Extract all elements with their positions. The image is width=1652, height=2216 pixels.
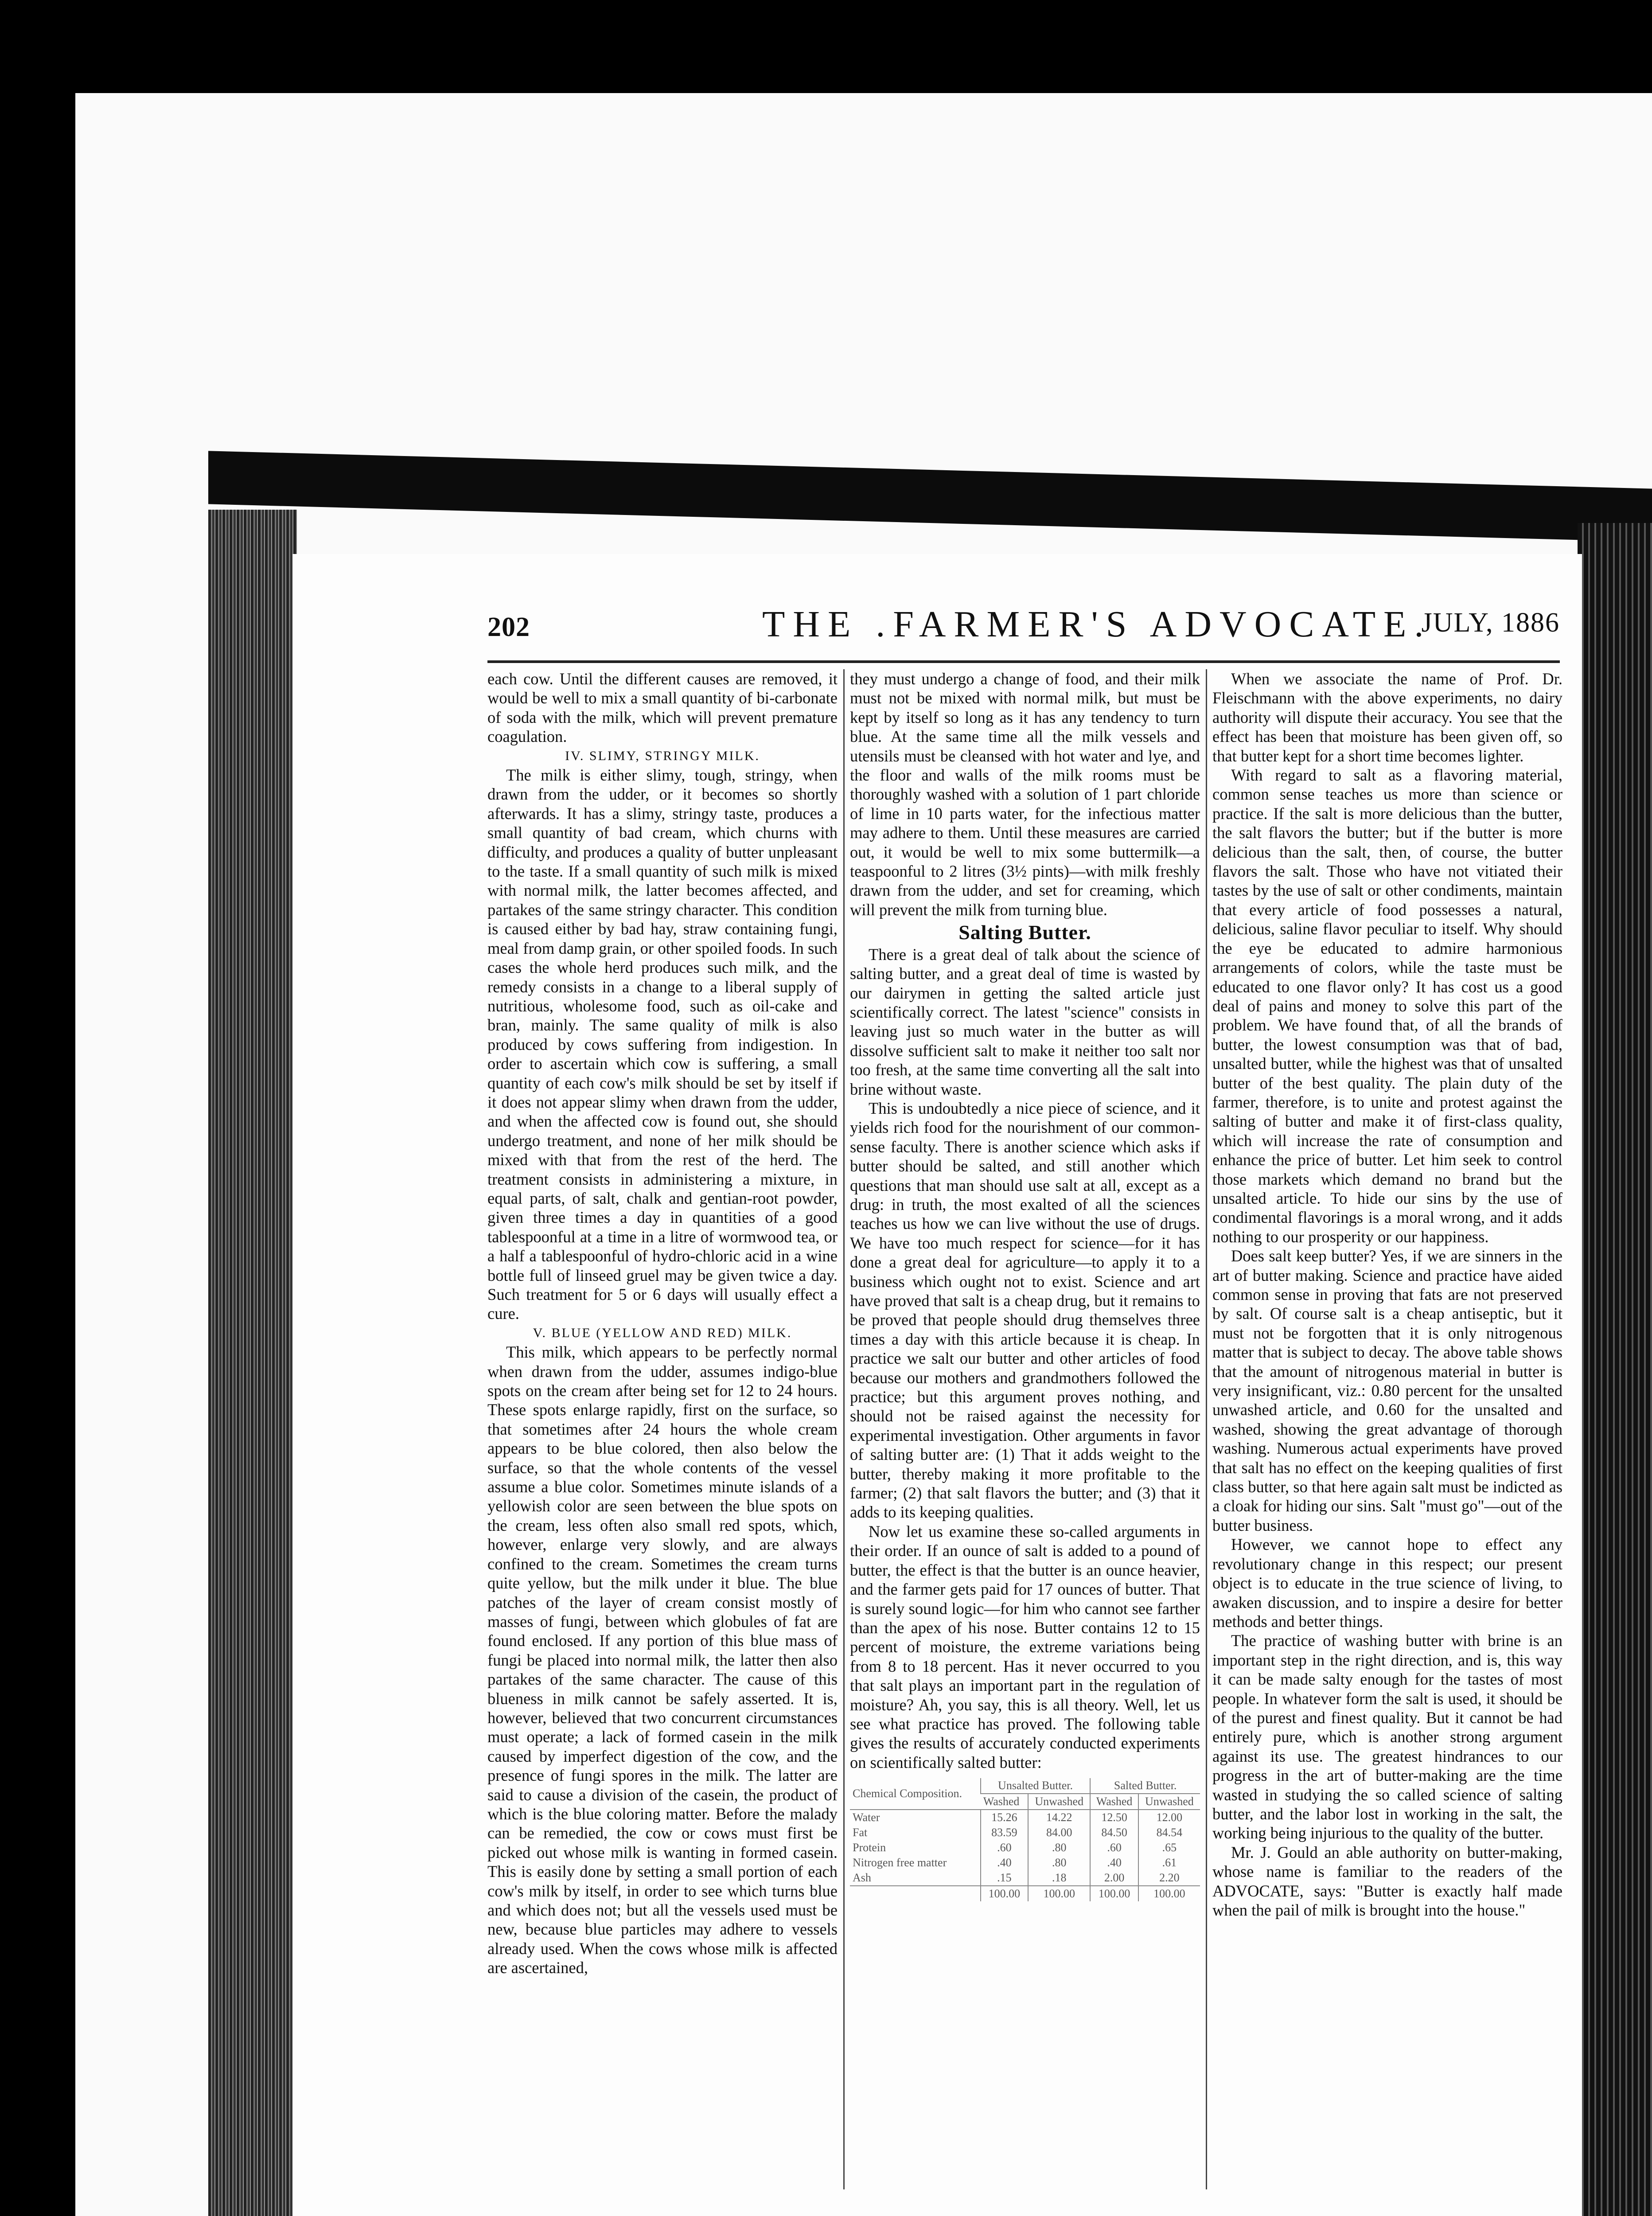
cell: .40: [981, 1855, 1028, 1870]
page-number: 202: [487, 612, 530, 642]
total-cell: 100.00: [1138, 1886, 1200, 1901]
cell: .15: [981, 1870, 1028, 1886]
paragraph: Now let us examine these so-called arguments in their order. If an ounce of salt is added to a pound of butter, the effect is that the butter is an ounce heavier, and the farmer gets paid for 17 ounces of butter. That is surely sound logic—for him who cannot see farther than the apex of his nose. Butter contains 12 to 15 percent of moisture, the extreme variations being from 8 to 18 percent. Has it never occurred to you that salt plays an important part in the regulation of moisture? Ah, you say, this is all theory. Well, let us see what practice has proved. The following table gives the results of accurately conducted experiments on scientifically salted butter:: [850, 1522, 1200, 1771]
paragraph: The milk is either slimy, tough, stringy, when drawn from the udder, or it becomes so shortly afterwards. It has a slimy, stringy taste, produces a small quantity of bad cream, which churns with difficulty, and produces a quality of butter unpleasant to the taste. If a small quantity of such milk is mixed with normal milk, the latter becomes affected, and partakes of the same stringy character. This condition is caused either by bad hay, straw containing fungi, meal from damp grain, or other spoiled foods. In such cases the whole herd produces such milk, and the remedy consists in a change to a liberal supply of nutritious, wholesome food, such as oil-cake and bran, mainly. The same quality of milk is also produced by cows suffering from indigestion. In order to ascertain which cow is suffering, a small quantity of each cow's milk should be set by itself if it does not appear slimy when drawn from the udder, and when the affected cow is found out, she should undergo treatment, and none of her milk should be mixed with that from the rest of the herd. The treatment consists in administering a mixture, in equal parts, of salt, chalk and gentian-root powder, given three times a day in quantities of a good tablespoonful at a time in a litre of wormwood tea, or a half a tablespoonful of hydro-chloric acid in a wine bottle full of linseed gruel may be given twice a day. Such treatment for 5 or 6 days will usually effect a cure.: [487, 766, 838, 1323]
book-page-edges-left: [208, 510, 297, 2216]
paragraph: With regard to salt as a flavoring material, common sense teaches us more than science or practice. If the salt is more delicious than the butter, the salt flavors the butter; but if the butter is more delicious than the salt, then, of course, the butter flavors the salt. Those who have not vitiated their tastes by the use of salt or other condiments, maintain that every article of food possesses a natural, delicious, saline flavor peculiar to itself. Why should the eye be educated to admire harmonious arrangements of colors, while the taste must be educated to one flavor only? It has cost us a good deal of pains and money to solve this part of the problem. We have found that, of all the brands of butter, the lowest consumption was that of bad, unsalted butter, while the highest was that of unsalted butter of the best quality. The plain duty of the farmer, therefore, is to unite and protest against the salting of butter and make it of first-class quality, which will increase the rate of consumption and enhance the price of butter. Let him seek to control those markets which demand no brand but the unsalted article. To hide our sins by the use of condimental flavorings is a moral wrong, and it adds nothing to our prosperity or our happiness.: [1212, 766, 1562, 1246]
row-label: Fat: [853, 1826, 868, 1839]
row-label: Protein: [853, 1841, 886, 1854]
column-3: [1212, 669, 1562, 1919]
paragraph: When we associate the name of Prof. Dr. Fleischmann with the above experiments, no dairy authority will dispute their accuracy. You see that the effect has been that moisture has been given off, so that butter kept for a short time becomes lighter.: [1212, 670, 1562, 765]
cell: .60: [1090, 1840, 1138, 1855]
table-row: [850, 1825, 1200, 1840]
cell: .61: [1138, 1855, 1200, 1870]
row-label: Ash: [853, 1871, 871, 1884]
total-cell: 100.00: [1028, 1886, 1090, 1901]
cell: 12.50: [1090, 1810, 1138, 1825]
page-header: [487, 603, 1560, 656]
cell: .80: [1028, 1855, 1090, 1870]
table-header-unsalted: Unsalted Butter.: [981, 1778, 1091, 1794]
total-cell: 100.00: [981, 1886, 1028, 1901]
cell: 83.59: [981, 1825, 1028, 1840]
paragraph: There is a great deal of talk about the science of salting butter, and a great deal of time is wasted by our dairymen in getting the salted article just scientifically correct. The latest "science" consists in leaving just so much water in the butter as will dissolve sufficient salt to make it neither too salt nor too fresh, at the same time converting all the salt into brine without waste.: [850, 945, 1200, 1098]
cell: 2.20: [1138, 1870, 1200, 1886]
cell: 12.00: [1138, 1810, 1200, 1825]
paragraph: This is undoubtedly a nice piece of science, and it yields rich food for the nourishment of our common-sense faculty. There is another science which asks if butter should be salted, and still another which questions that man should use salt at all, except as a drug: in truth, the most exalted of all the sciences teaches us how we can live without the use of drugs. We have too much respect for science—for it has done a great deal for agriculture—to apply it to a business which ought not to exist. Science and art have proved that salt is a cheap drug, but it remains to be proved that people should drug themselves three times a day with this article because it is cheap. In practice we salt our butter and other articles of food because our mothers and grandmothers followed the practice; but this argument proves nothing, and should not be raised against the necessity for experimental investigation. Other arguments in favor of salting butter are: (1) That it adds weight to the butter, thereby making it more profitable to the farmer; (2) that salt flavors the butter; and (3) that it adds to its keeping qualities.: [850, 1099, 1200, 1522]
table-total-row: [850, 1886, 1200, 1901]
table-subheader-washed: Washed: [981, 1794, 1028, 1810]
section-subhead: IV. SLIMY, STRINGY MILK.: [565, 748, 760, 763]
cell: .18: [1028, 1870, 1090, 1886]
paragraph: However, we cannot hope to effect any revolutionary change in this respect; our present object is to educate in the true science of living, to awaken discussion, and to inspire a desire for better methods and better things.: [1212, 1535, 1562, 1631]
paragraph: each cow. Until the different causes are removed, it would be well to mix a small quantity of bi-carbonate of soda with the milk, which will prevent premature coagulation.: [487, 670, 838, 746]
total-cell: 100.00: [1090, 1886, 1138, 1901]
column-rule-2: [1206, 669, 1207, 2189]
paragraph: Mr. J. Gould an able authority on butter-making, whose name is familiar to the readers of the ADVOCATE, says: "Butter is exactly half made when the pail of milk is brought into the house.": [1212, 1843, 1562, 1919]
cell: 14.22: [1028, 1810, 1090, 1825]
section-subhead: V. BLUE (YELLOW AND RED) MILK.: [533, 1325, 792, 1340]
column-2: [850, 669, 1200, 1901]
table-subheader-unwashed: Unwashed: [1138, 1794, 1200, 1810]
cell: .65: [1138, 1840, 1200, 1855]
column-rule-1: [843, 669, 845, 2189]
table-subheader-washed: Washed: [1090, 1794, 1138, 1810]
cell: .60: [981, 1840, 1028, 1855]
paragraph: Does salt keep butter? Yes, if we are sinners in the art of butter making. Science and practice have aided common sense in proving that fats are not preserved by salt. Of course salt is a cheap antiseptic, but it must not be forgotten that it is only nitrogenous matter that is subject to decay. The above table shows that the amount of nitrogenous material in butter is very insignificant, viz.: 0.80 percent for the unsalted unwashed article, and 0.60 for the unsalted and washed, showing the great advantage of thorough washing. Numerous actual experiments have proved that salt has no effect on the keeping qualities of first class butter, so that here again salt must be indicted as a cloak for hiding our sins. Salt "must go"—out of the butter business.: [1212, 1247, 1562, 1534]
table-row: [850, 1870, 1200, 1886]
paragraph: The practice of washing butter with brine is an important step in the right direction, and is, this way it can be made salty enough for the tastes of most people. In whatever form the salt is used, it should be of the purest and finest quality. But it cannot be had entirely pure, which is another strong argument against its use. The greatest hindrances to our progress in the art of butter-making are the time wasted in studying the so called science of salting butter, and the labor lost in working in the salt, the working being injurious to the quality of the butter.: [1212, 1631, 1562, 1842]
cell: 84.50: [1090, 1825, 1138, 1840]
issue-date: JULY, 1886: [1421, 608, 1560, 638]
table-header-composition: Chemical Composition.: [850, 1778, 981, 1810]
book-page-edges-right: [1578, 523, 1652, 2216]
cell: .40: [1090, 1855, 1138, 1870]
table-row: [850, 1855, 1200, 1870]
cell: 84.00: [1028, 1825, 1090, 1840]
cell: 15.26: [981, 1810, 1028, 1825]
butter-composition-table: [850, 1778, 1200, 1901]
cell: .80: [1028, 1840, 1090, 1855]
newspaper-page: [292, 554, 1582, 2216]
table-header-salted: Salted Butter.: [1090, 1778, 1200, 1794]
row-label: Water: [853, 1811, 880, 1824]
paragraph: This milk, which appears to be perfectly normal when drawn from the udder, assumes indigo-blue spots on the cream after being set for 12 to 24 hours. These spots enlarge rapidly, first on the surface, so that sometimes after 24 hours the whole cream appears to be blue colored, then also below the surface, so that the whole contents of the vessel assume a blue color. Sometimes minute islands of a yellowish color are seen between the blue spots on the cream, less often also small red spots, which, however, enlarge very slowly, and are always confined to the cream. Sometimes the cream turns quite yellow, but the milk under it blue. The blue patches of the layer of cream consist mostly of masses of fungi, between which globules of fat are found enclosed. If any portion of this blue mass of fungi be placed into normal milk, the latter then also partakes of the same character. The cause of this blueness in milk cannot be safely asserted. It is, however, believed that two concurrent circumstances must operate; a lack of formed casein in the milk caused by imperfect digestion of the cow, and the presence of fungi spores in the milk. The latter are said to cause a division of the casein, the product of which is the blue coloring matter. Before the malady can be remedied, the cow or cows must first be picked out whose milk is wanting in formed casein. This is easily done by setting a small portion of each cow's milk by itself, in order to see which turns blue and which does not; but all the vessels used must be new, because blue particles may adhere to vessels already used. When the cows whose milk is affected are ascertained,: [487, 1343, 838, 1977]
cell: 2.00: [1090, 1870, 1138, 1886]
masthead-title: THE .FARMER'S ADVOCATE.: [762, 604, 1432, 645]
header-rule: [487, 660, 1560, 663]
paragraph: they must undergo a change of food, and their milk must not be mixed with normal milk, but must be kept by itself so long as it has any tendency to turn blue. At the same time all the milk vessels and utensils must be cleansed with hot water and lye, and the floor and walls of the milk rooms must be thoroughly washed with a solution of 1 part chloride of lime in 10 parts water, for the infectious matter may adhere to them. Until these measures are carried out, it would be well to mix some buttermilk—a teaspoonful to 2 litres (3½ pints)—with milk freshly drawn from the udder, and set for creaming, which will prevent the milk from turning blue.: [850, 670, 1200, 919]
table-row: [850, 1810, 1200, 1825]
cell: 84.54: [1138, 1825, 1200, 1840]
article-headline: Salting Butter.: [958, 921, 1091, 944]
row-label: Nitrogen free matter: [853, 1856, 947, 1869]
table-row: [850, 1840, 1200, 1855]
column-1: [487, 669, 838, 1978]
table-subheader-unwashed: Unwashed: [1028, 1794, 1090, 1810]
